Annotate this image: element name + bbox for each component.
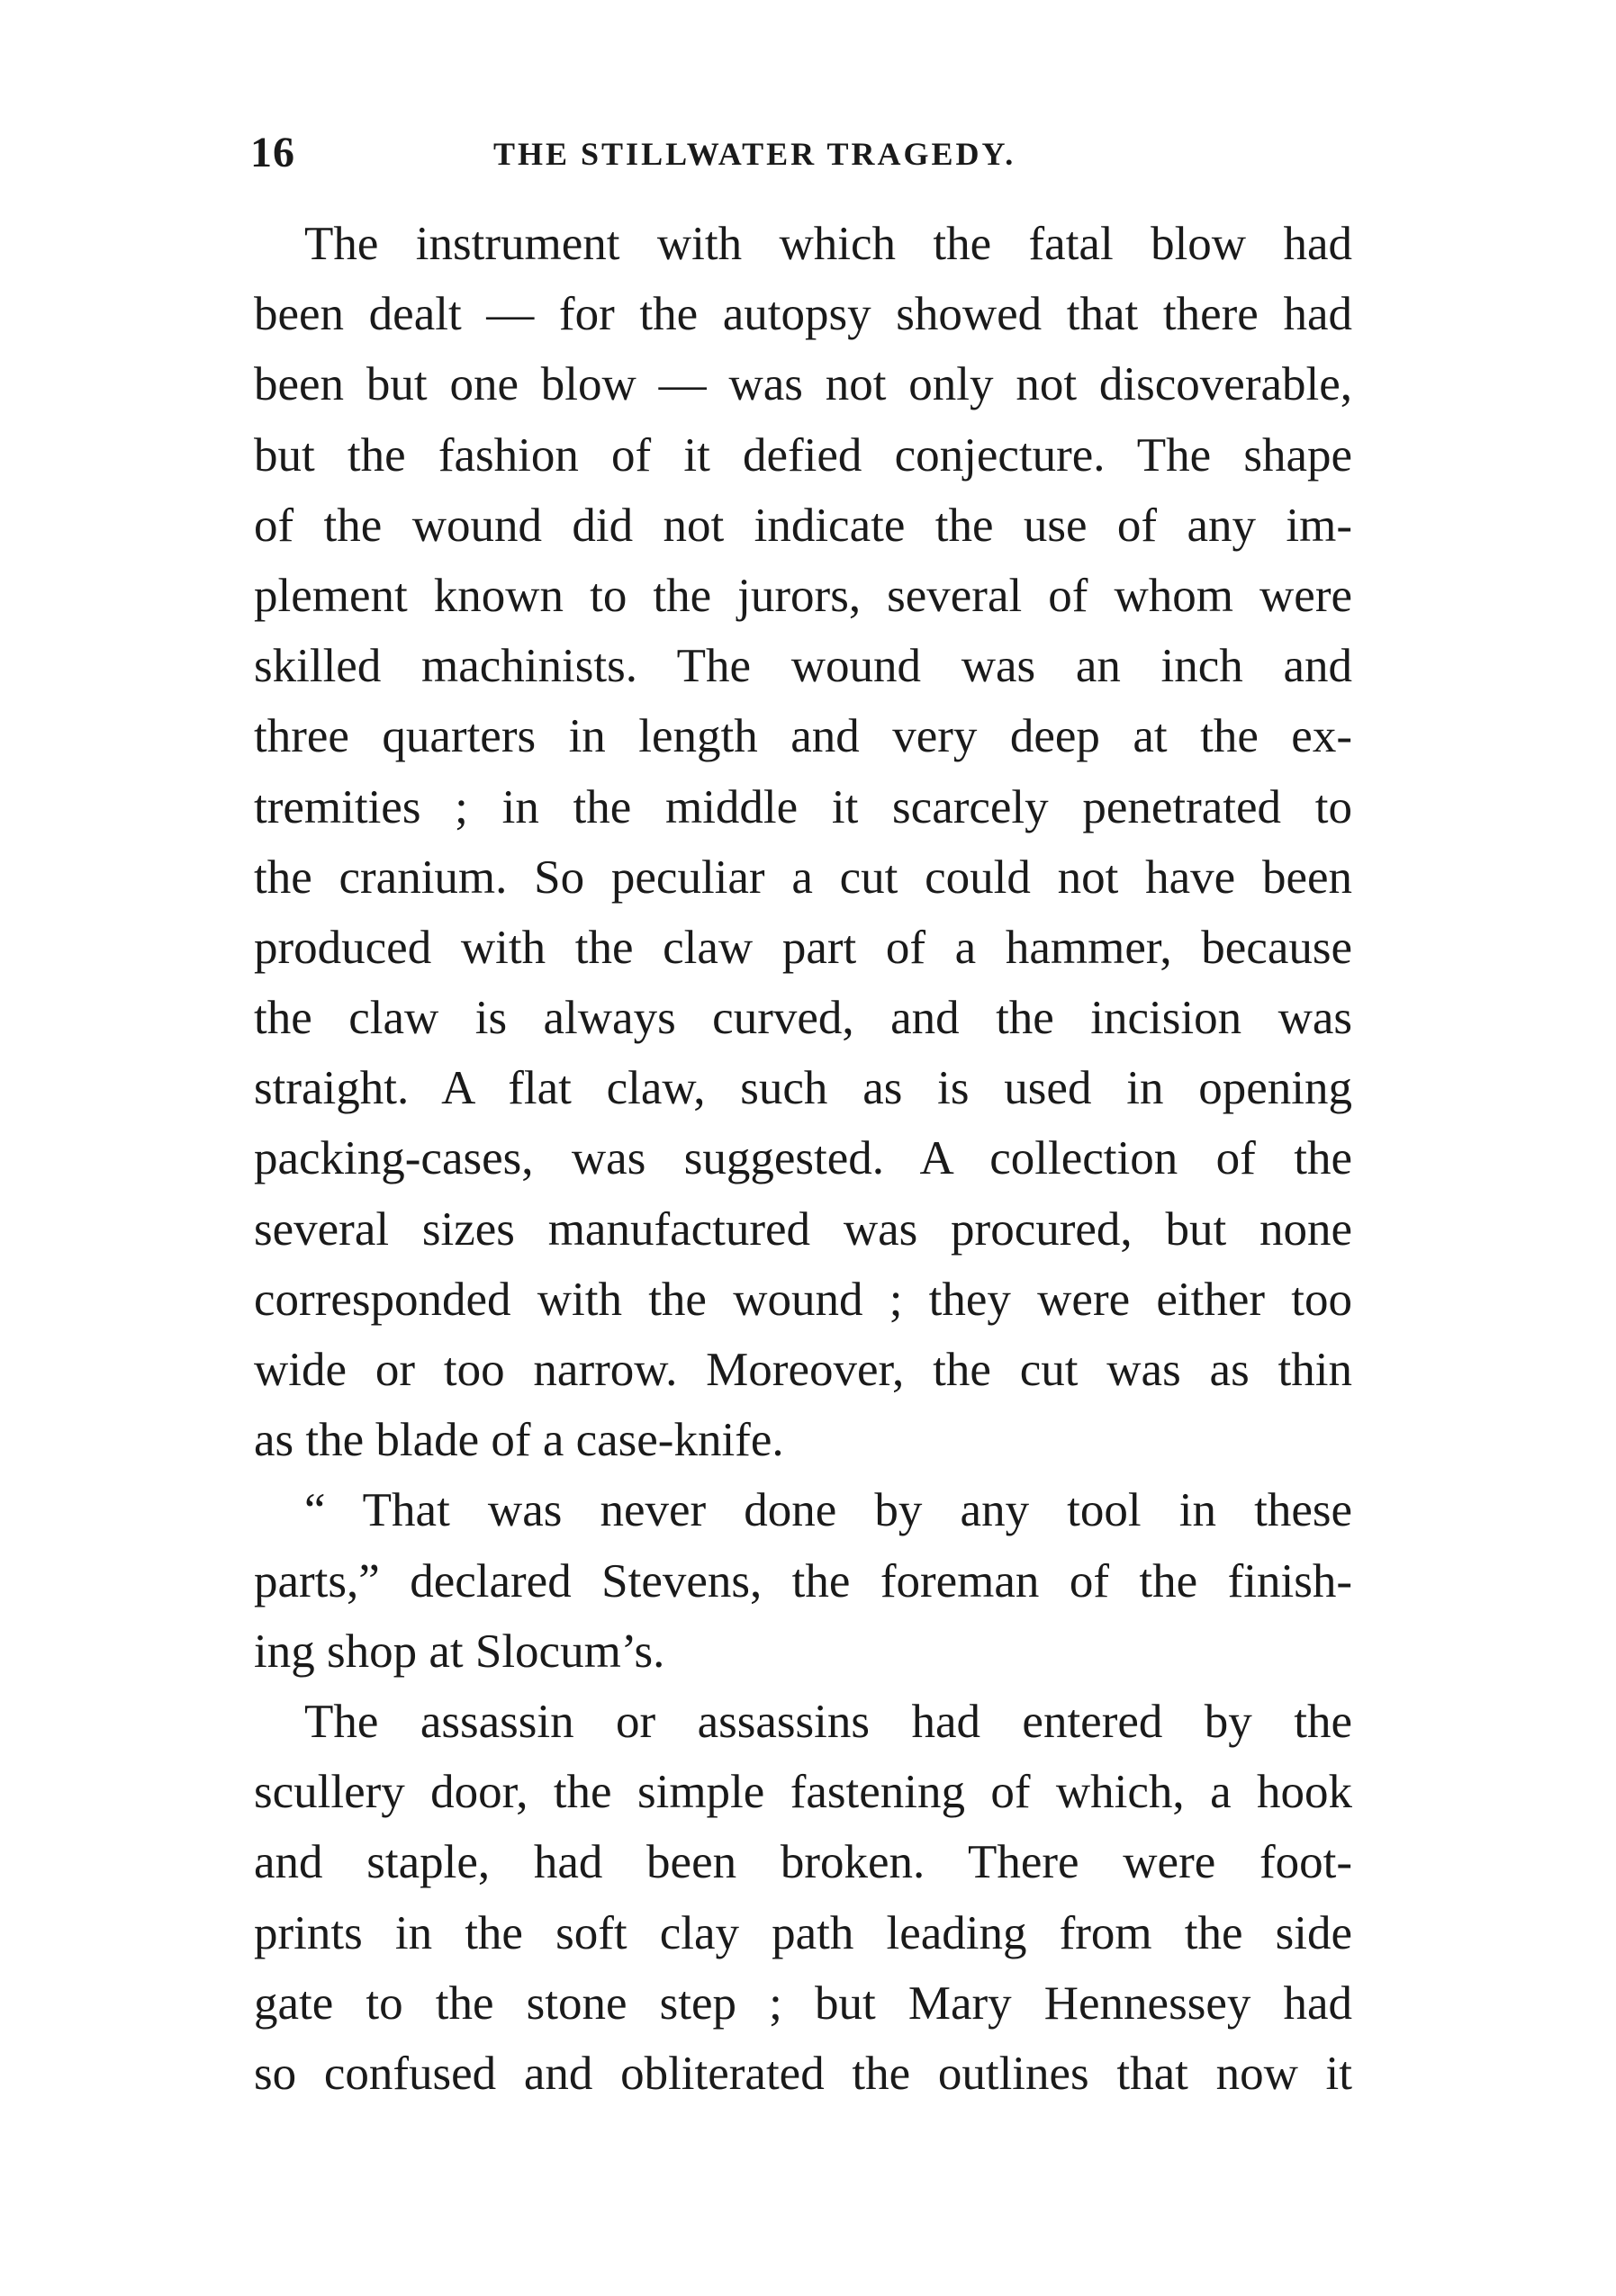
text-line: the cranium. So peculiar a cut could not have been — [254, 851, 1352, 904]
running-title: THE STILLWATER TRAGEDY. — [493, 136, 1016, 172]
text-line: The instrument with which the fatal blow had — [304, 218, 1352, 270]
text-line: prints in the soft clay path leading from the side — [254, 1906, 1352, 1959]
text-line: straight. A flat claw, such as is used in opening — [254, 1062, 1352, 1115]
text-line: so confused and obliterated the outlines that now it — [254, 2047, 1352, 2100]
text-line: produced with the claw part of a hammer, because — [254, 921, 1352, 974]
text-line: scullery door, the simple fastening of which, a hook — [254, 1766, 1352, 1819]
text-line: “ That was never done by any tool in these — [304, 1484, 1352, 1537]
text-line: plement known to the jurors, several of whom were — [254, 569, 1352, 622]
text-line: wide or too narrow. Moreover, the cut was as thin — [254, 1344, 1352, 1396]
text-line: three quarters in length and very deep at the ex- — [254, 710, 1352, 763]
text-line: packing-cases, was suggested. A collection of the — [254, 1132, 1352, 1185]
text-line: several sizes manufactured was procured, but none — [254, 1202, 1352, 1256]
text-line: The assassin or assassins had entered by the — [304, 1695, 1352, 1748]
text-line: tremities ; in the middle it scarcely penetrated to — [254, 780, 1352, 833]
text-line: been dealt — for the autopsy showed that there had — [254, 288, 1352, 341]
text-line: ing shop at Slocum’s. — [254, 1625, 665, 1678]
text-line: skilled machinists. The wound was an inch and — [254, 640, 1352, 693]
running-head — [250, 126, 1359, 180]
text-line: and staple, had been broken. There were foot- — [254, 1836, 1352, 1889]
text-line: been but one blow — was not only not discoverable, — [254, 358, 1352, 411]
page-number: 16 — [250, 129, 295, 176]
text-line: parts,” declared Stevens, the foreman of the finish- — [254, 1554, 1352, 1607]
text-line: gate to the stone step ; but Mary Hennessey had — [254, 1976, 1352, 2030]
text-line: but the fashion of it defied conjecture. The shape — [254, 428, 1352, 482]
body-text — [254, 209, 1352, 2109]
text-line: the claw is always curved, and the incision was — [254, 992, 1352, 1045]
text-line: corresponded with the wound ; they were either too — [254, 1273, 1352, 1326]
text-line: of the wound did not indicate the use of any im- — [254, 499, 1352, 552]
text-line: as the blade of a case-knife. — [254, 1414, 784, 1467]
